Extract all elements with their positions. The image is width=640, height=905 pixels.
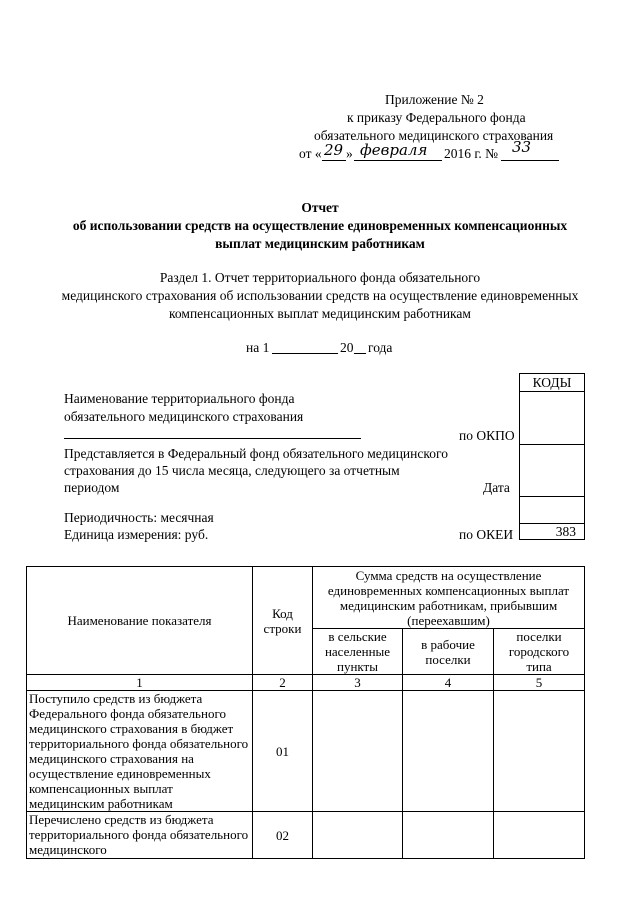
row-name: Перечислено средств из бюджета территориального фонда обязательного медицинского (27, 812, 253, 859)
header-workers: в рабочие поселки (403, 629, 494, 675)
row-cell-urban[interactable] (494, 812, 585, 859)
colnum-2: 2 (253, 675, 313, 691)
colnum-4: 4 (403, 675, 494, 691)
table-row (27, 812, 585, 859)
colnum-5: 5 (494, 675, 585, 691)
report-date-suffix: года (368, 340, 393, 355)
row-cell-urban[interactable] (494, 691, 585, 812)
okpo-label: по ОКПО (459, 428, 515, 443)
title-line2: об использовании средств на осуществление единовременных компенсационных (72, 218, 568, 233)
report-date-prefix: на 1 (246, 340, 270, 355)
title-line3: выплат медицинским работникам (215, 236, 425, 251)
codes-row-blank (520, 444, 584, 445)
row-code: 02 (253, 812, 313, 859)
section-line1: Раздел 1. Отчет территориального фонда обязательного (159, 270, 481, 285)
row-cell-workers[interactable] (403, 691, 494, 812)
fund-name-line2: обязательного медицинского страхования (64, 409, 304, 424)
okei-label: по ОКЕИ (459, 527, 514, 542)
codes-box (519, 373, 585, 540)
submit-line2: страхования до 15 числа месяца, следующего за отчетным (64, 463, 400, 478)
section-line3: компенсационных выплат медицинским работникам (169, 306, 471, 321)
submit-line3: периодом (64, 480, 120, 495)
row-cell-workers[interactable] (403, 812, 494, 859)
report-date-year-blank (354, 353, 366, 354)
periodicity: Периодичность: месячная (64, 510, 214, 525)
colnum-1: 1 (27, 675, 253, 691)
date-label: Дата (483, 480, 510, 495)
header-sum: Сумма средств на осуществление единовременных компенсационных выплат медицинским работникам, прибывшим (переехавшим) (313, 567, 585, 629)
codes-row-okpo (520, 391, 584, 392)
section-line2: медицинского страхования об использовании средств на осуществление единовременных (61, 288, 579, 303)
header-code: Код строки (253, 567, 313, 675)
appendix-date-year: 2016 г. № (444, 146, 499, 161)
submit-line1: Представляется в Федеральный фонд обязательного медицинского (64, 446, 448, 461)
appendix-date-day: 29 (324, 141, 344, 159)
table-row (27, 691, 585, 812)
report-table (26, 566, 585, 859)
appendix-date-mid: » (346, 146, 353, 161)
appendix-date-prefix: от « (299, 146, 322, 161)
appendix-line3: обязательного медицинского страхования (314, 128, 554, 143)
colnum-3: 3 (313, 675, 403, 691)
header-name: Наименование показателя (27, 567, 253, 675)
header-rural: в сельские населенные пункты (313, 629, 403, 675)
row-name: Поступило средств из бюджета Федерального фонда обязательного медицинского страхования в бюджет территориального фонда обязательного медицинского страхования на осуществление единовременных компенсационных выплат медицинским работникам (27, 691, 253, 812)
fund-name-blank (64, 438, 361, 439)
report-date-month-blank (272, 353, 338, 354)
report-date-mid: 20 (340, 340, 354, 355)
appendix-date-month: февраля (360, 141, 428, 159)
unit: Единица измерения: руб. (64, 527, 209, 542)
date-month-underline (354, 160, 442, 161)
appendix-line2: к приказу Федерального фонда (347, 110, 526, 125)
row-cell-rural[interactable] (313, 691, 403, 812)
header-urban: поселки городского типа (494, 629, 585, 675)
codes-row-date (520, 496, 584, 497)
appendix-line1: Приложение № 2 (385, 92, 484, 107)
appendix-order-number: 33 (512, 138, 532, 156)
okei-value: 383 (555, 524, 576, 539)
order-number-underline (501, 160, 559, 161)
row-code: 01 (253, 691, 313, 812)
title-line1: Отчет (301, 200, 339, 215)
codes-label: КОДЫ (532, 375, 572, 390)
date-day-underline (322, 160, 346, 161)
fund-name-line1: Наименование территориального фонда (64, 391, 295, 406)
row-cell-rural[interactable] (313, 812, 403, 859)
